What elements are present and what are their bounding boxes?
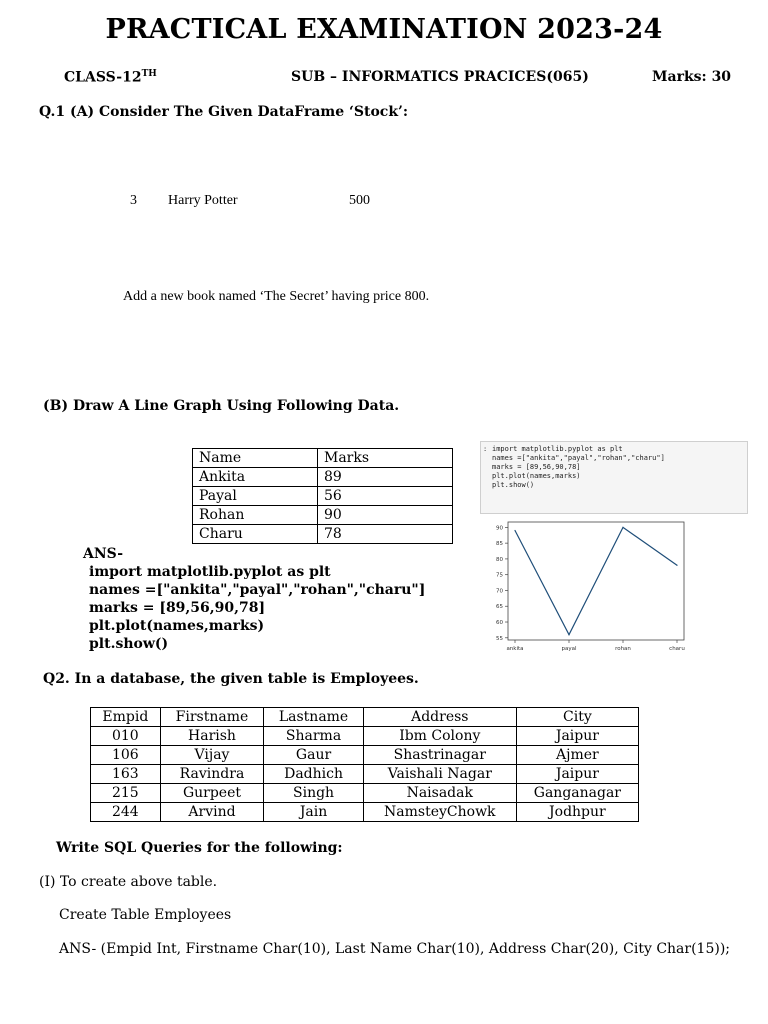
ans-code-line: plt.show() [89, 636, 169, 652]
table-header-cell: Address [363, 708, 516, 727]
table-header-cell: Marks [318, 449, 453, 468]
table-header-cell: Name [193, 449, 318, 468]
y-tick-label: 55 [496, 635, 503, 642]
table-cell: 90 [318, 506, 453, 525]
sql-create-line: Create Table Employees [59, 907, 232, 923]
stock-row-index: 3 [130, 193, 137, 208]
table-cell: Ankita [193, 468, 318, 487]
marks-label: Marks: 30 [652, 69, 732, 85]
table-cell: Dadhich [264, 765, 364, 784]
table-cell: 106 [91, 746, 161, 765]
table-cell: Ganganagar [516, 784, 638, 803]
table-cell: Jain [264, 803, 364, 822]
y-tick-label: 70 [496, 588, 503, 595]
table-header-cell: Empid [91, 708, 161, 727]
table-cell: Jaipur [516, 727, 638, 746]
q1a-instruction: Add a new book named ‘The Secret’ having price 800. [123, 289, 430, 304]
table-cell: Singh [264, 784, 364, 803]
table-cell: 010 [91, 727, 161, 746]
q2-heading: Q2. In a database, the given table is Employees. [43, 671, 419, 687]
data-point [514, 530, 515, 531]
table-cell: Gurpeet [160, 784, 264, 803]
sql-answer-line: ANS- (Empid Int, Firstname Char(10), Last Name Char(10), Address Char(20), City Char(15)); [59, 941, 731, 957]
table-cell: Rohan [193, 506, 318, 525]
x-tick-label: charu [669, 646, 685, 652]
data-point [622, 527, 623, 528]
y-tick-label: 65 [496, 604, 503, 611]
table-header-row [193, 449, 453, 468]
cell-code-line: marks = [89,56,90,78] [492, 463, 581, 471]
table-cell: Charu [193, 525, 318, 544]
cell-prompt: : [483, 445, 488, 453]
table-row [91, 765, 639, 784]
line-chart [486, 516, 696, 658]
x-tick-label: ankita [506, 646, 524, 652]
table-cell: Jaipur [516, 765, 638, 784]
class-superscript: TH [141, 69, 157, 79]
sql-subheading: Write SQL Queries for the following: [56, 840, 343, 856]
table-row [91, 803, 639, 822]
y-tick-label: 75 [496, 572, 503, 579]
table-cell: Naisadak [363, 784, 516, 803]
table-row [91, 746, 639, 765]
stock-row-price: 500 [349, 193, 370, 208]
ans-label: ANS- [83, 546, 124, 562]
table-row [193, 487, 453, 506]
table-cell: Sharma [264, 727, 364, 746]
table-cell: Harish [160, 727, 264, 746]
cell-code-line: plt.plot(names,marks) [492, 472, 581, 480]
cell-code-line: names =["ankita","payal","rohan","charu"] [492, 454, 665, 462]
marks-table [192, 448, 453, 544]
table-row [193, 525, 453, 544]
table-cell: 244 [91, 803, 161, 822]
q1a-heading: Q.1 (A) Consider The Given DataFrame ‘Stock’: [39, 104, 409, 120]
subject-label: SUB – INFORMATICS PRACICES(065) [291, 69, 589, 85]
ans-code-line: plt.plot(names,marks) [89, 618, 265, 634]
table-row [91, 784, 639, 803]
table-cell: 163 [91, 765, 161, 784]
table-row [91, 727, 639, 746]
table-cell: Arvind [160, 803, 264, 822]
ans-code-line: import matplotlib.pyplot as plt [89, 564, 331, 580]
class-label: CLASS-12TH [64, 69, 157, 86]
data-point [676, 565, 677, 566]
table-row [193, 468, 453, 487]
employees-table [90, 707, 639, 822]
table-header-cell: Lastname [264, 708, 364, 727]
ans-code-line: names =["ankita","payal","rohan","charu"] [89, 582, 426, 598]
stock-row-book: Harry Potter [168, 193, 238, 208]
table-cell: Ravindra [160, 765, 264, 784]
table-cell: 215 [91, 784, 161, 803]
cell-code-line: import matplotlib.pyplot as plt [492, 445, 623, 453]
y-tick-label: 60 [496, 620, 503, 627]
table-cell: NamsteyChowk [363, 803, 516, 822]
table-cell: 89 [318, 468, 453, 487]
x-tick-label: rohan [615, 646, 631, 652]
q1b-heading: (B) Draw A Line Graph Using Following Data. [43, 398, 400, 414]
table-cell: Vaishali Nagar [363, 765, 516, 784]
table-header-cell: Firstname [160, 708, 264, 727]
cell-code [492, 445, 665, 490]
table-row [193, 506, 453, 525]
data-point [568, 634, 569, 635]
y-tick-label: 85 [496, 541, 503, 548]
table-header-cell: City [516, 708, 638, 727]
notebook-code-cell [480, 441, 748, 514]
table-cell: Ajmer [516, 746, 638, 765]
y-tick-label: 90 [496, 525, 503, 532]
page-title: PRACTICAL EXAMINATION 2023-24 [105, 14, 663, 45]
table-cell: 56 [318, 487, 453, 506]
table-cell: Gaur [264, 746, 364, 765]
table-cell: 78 [318, 525, 453, 544]
ans-code-line: marks = [89,56,90,78] [89, 600, 266, 616]
sql-part-1: (I) To create above table. [39, 874, 218, 890]
cell-code-line: plt.show() [492, 481, 535, 489]
table-cell: Jodhpur [516, 803, 638, 822]
x-tick-label: payal [561, 646, 577, 652]
table-cell: Payal [193, 487, 318, 506]
table-cell: Vijay [160, 746, 264, 765]
table-cell: Shastrinagar [363, 746, 516, 765]
table-header-row [91, 708, 639, 727]
y-tick-label: 80 [496, 556, 503, 563]
table-cell: Ibm Colony [363, 727, 516, 746]
